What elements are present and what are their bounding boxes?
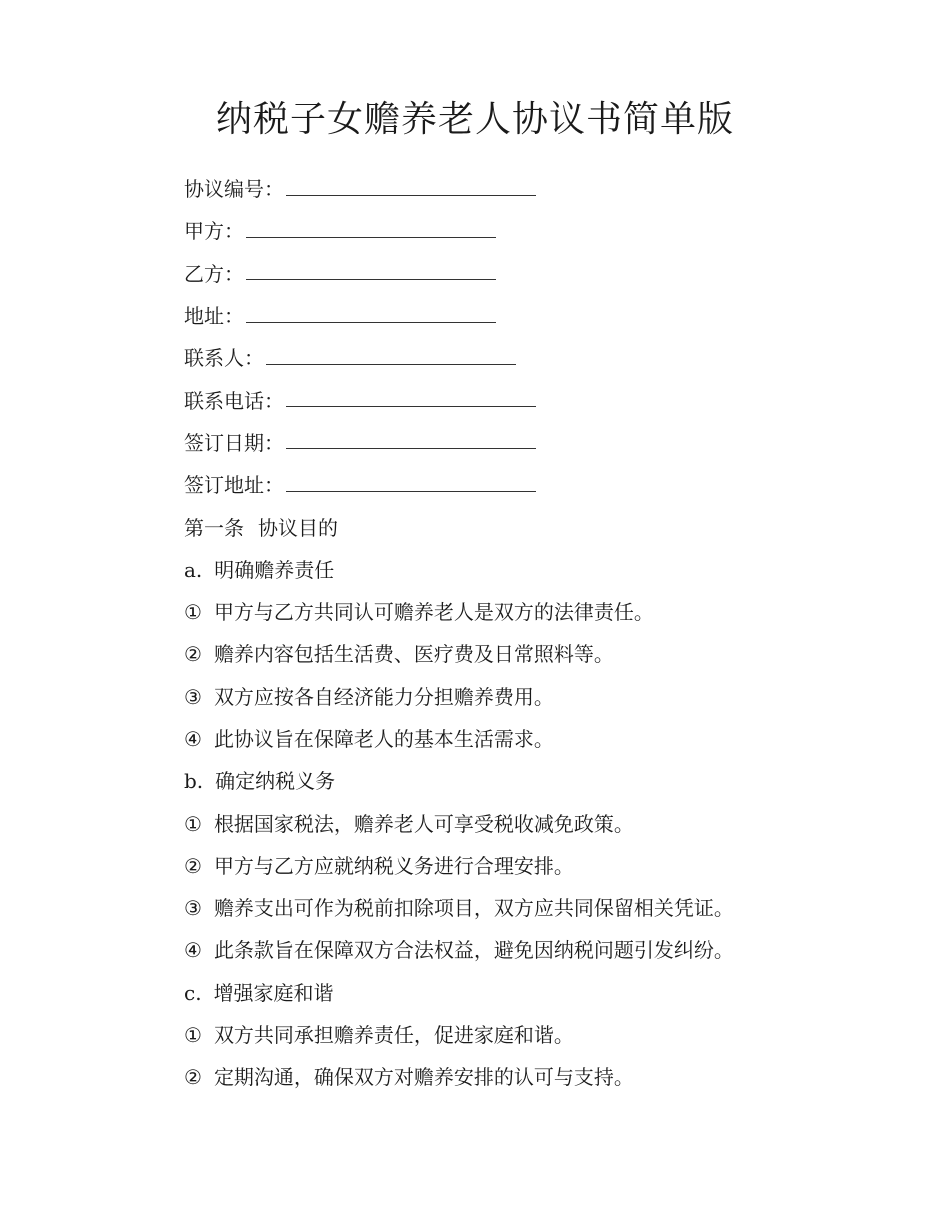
section-marker: c. [184, 980, 202, 1005]
section-heading [184, 972, 884, 1014]
item-text: 双方应按各自经济能力分担赡养费用。 [213, 684, 554, 709]
item-text: 甲方与乙方共同认可赡养老人是双方的法律责任。 [213, 600, 654, 625]
item-marker: ② [184, 1065, 202, 1090]
item-text: 赡养内容包括生活费、医疗费及日常照料等。 [213, 642, 614, 667]
list-item [184, 718, 884, 760]
document-title: 纳税子女赡养老人协议书简单版 [215, 99, 734, 140]
field-signing-date [184, 422, 884, 464]
document-body [184, 168, 884, 1099]
field-label: 联系电话： [184, 388, 284, 413]
field-party-b [184, 253, 884, 295]
field-contact-person [184, 337, 884, 379]
article-title: 协议目的 [258, 515, 338, 540]
item-marker: ② [184, 642, 202, 667]
field-blank-line [286, 471, 536, 492]
item-marker: ④ [184, 727, 202, 751]
item-text: 根据国家税法，赡养老人可享受税收减免政策。 [213, 811, 634, 836]
section-marker: a. [184, 557, 203, 582]
list-item [184, 633, 884, 675]
field-blank-line [286, 175, 536, 196]
field-label: 签订地址： [184, 473, 284, 498]
field-label: 地址： [184, 304, 244, 329]
list-item [184, 1014, 884, 1056]
section-heading [184, 549, 884, 591]
list-item [184, 887, 884, 929]
field-label: 乙方： [184, 261, 244, 286]
field-blank-line [286, 428, 536, 449]
field-blank-line [246, 259, 496, 280]
field-label: 协议编号： [184, 177, 284, 202]
section-title: 增强家庭和谐 [213, 980, 334, 1005]
item-text: 此协议旨在保障老人的基本生活需求。 [213, 727, 554, 751]
item-text: 双方共同承担赡养责任，促进家庭和谐。 [213, 1023, 574, 1048]
list-item [184, 1056, 884, 1098]
field-party-a [184, 210, 884, 252]
field-blank-line [246, 302, 496, 323]
field-contact-phone [184, 379, 884, 421]
article-heading [184, 506, 884, 548]
field-signing-address [184, 464, 884, 506]
item-marker: ① [184, 811, 202, 836]
field-blank-line [246, 217, 496, 238]
field-blank-line [286, 386, 536, 407]
item-text: 定期沟通，确保双方对赡养安排的认可与支持。 [213, 1065, 634, 1090]
item-text: 甲方与乙方应就纳税义务进行合理安排。 [213, 853, 574, 878]
list-item [184, 676, 884, 718]
item-marker: ③ [184, 896, 202, 921]
field-label: 联系人： [184, 346, 264, 371]
article-number: 第一条 [184, 515, 244, 540]
section-heading [184, 760, 884, 802]
item-text: 此条款旨在保障双方合法权益，避免因纳税问题引发纠纷。 [213, 938, 734, 963]
item-marker: ④ [184, 938, 202, 963]
item-marker: ② [184, 853, 202, 878]
item-marker: ① [184, 1023, 202, 1048]
list-item [184, 802, 884, 844]
field-agreement-number [184, 168, 884, 210]
field-label: 签订日期： [184, 430, 284, 455]
item-marker: ① [184, 600, 202, 625]
field-address [184, 295, 884, 337]
list-item [184, 929, 884, 971]
list-item [184, 591, 884, 633]
section-title: 明确赡养责任 [214, 557, 335, 582]
field-label: 甲方： [184, 219, 244, 244]
item-marker: ③ [184, 684, 202, 709]
list-item [184, 845, 884, 887]
section-title: 确定纳税义务 [215, 769, 336, 794]
field-blank-line [266, 344, 516, 365]
item-text: 赡养支出可作为税前扣除项目，双方应共同保留相关凭证。 [213, 896, 734, 921]
section-marker: b. [184, 769, 204, 794]
